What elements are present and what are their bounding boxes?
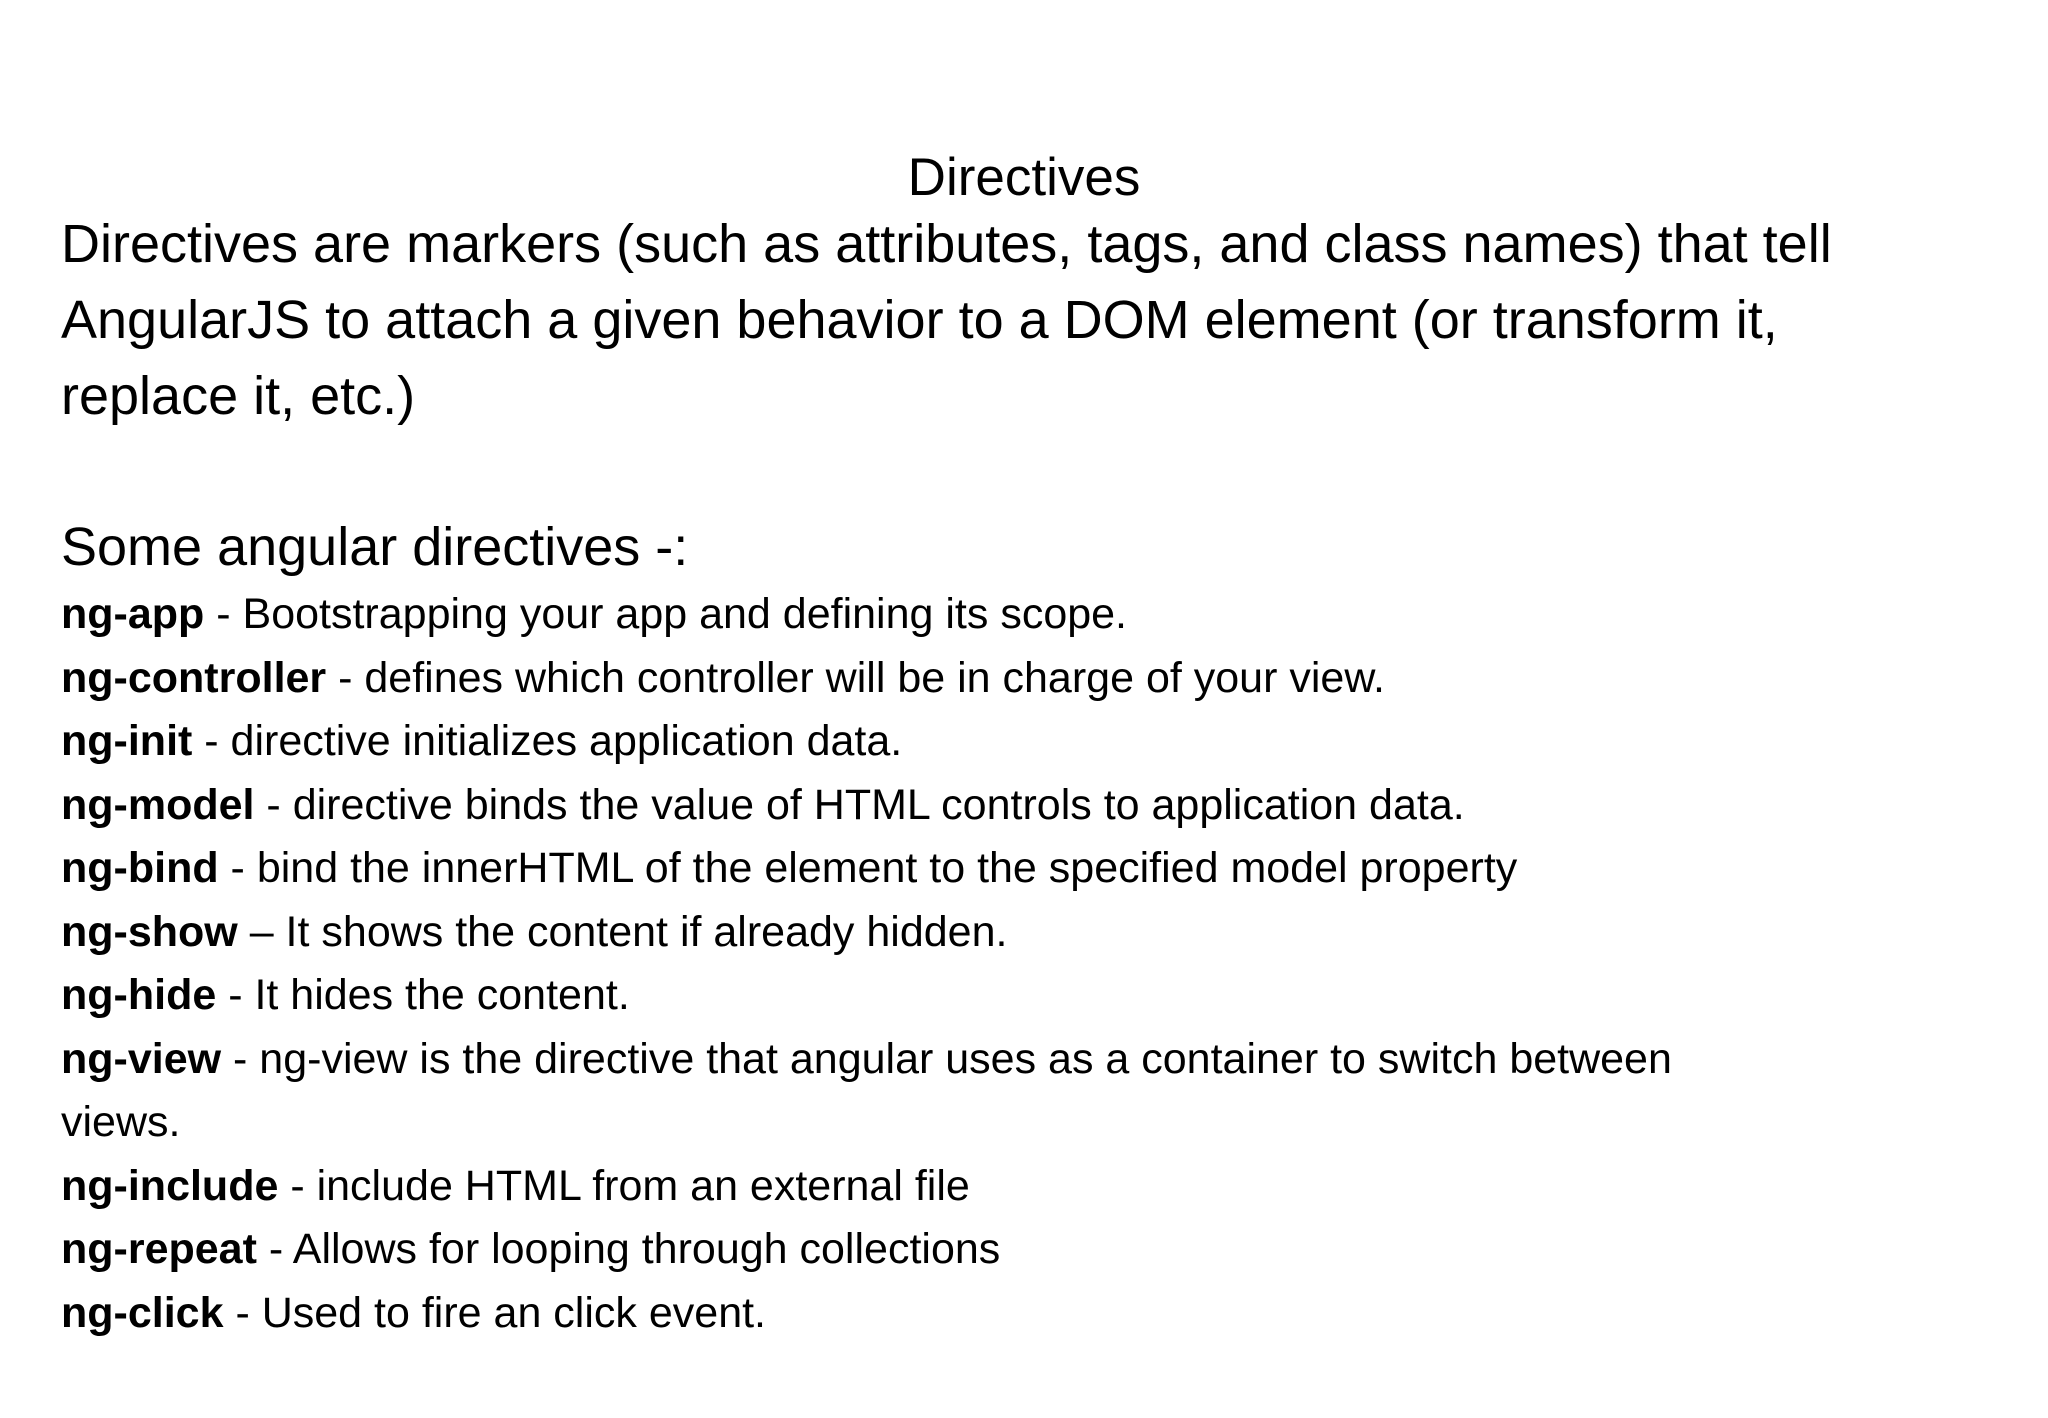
list-item <box>61 774 2021 838</box>
directive-description: - ng-view is the directive that angular uses as a container to switch between <box>221 1034 1672 1083</box>
directive-description: - Bootstrapping your app and defining its scope. <box>204 590 1128 638</box>
directive-term: ng-click <box>61 1288 224 1337</box>
list-item <box>61 647 2021 711</box>
list-item <box>61 583 2021 647</box>
directive-term: ng-view <box>61 1034 222 1083</box>
list-item <box>61 1028 2021 1092</box>
directive-description: - Used to fire an click event. <box>223 1288 766 1337</box>
list-item <box>61 1282 2021 1346</box>
intro-line: AngularJS to attach a given behavior to a DOM element (or transform it, <box>61 290 1778 350</box>
directive-description: - include HTML from an external file <box>278 1161 970 1210</box>
directive-term: ng-init <box>61 717 193 765</box>
intro-paragraph <box>61 206 2021 434</box>
directive-description: - directive initializes application data. <box>192 717 903 765</box>
directives-subheading: Some angular directives -: <box>61 517 689 577</box>
directive-term: ng-controller <box>61 653 327 702</box>
list-item-continuation <box>61 1091 2021 1155</box>
list-item <box>61 837 2021 901</box>
directive-term: ng-bind <box>61 844 219 892</box>
directive-term: ng-include <box>61 1161 279 1210</box>
directive-term: ng-hide <box>61 971 217 1019</box>
directive-term: ng-model <box>61 780 255 829</box>
list-item <box>61 710 2021 774</box>
directives-list <box>61 583 2021 1345</box>
directive-term: ng-show <box>61 907 238 956</box>
directive-description: - directive binds the value of HTML controls to application data. <box>254 780 1465 829</box>
directive-description: - defines which controller will be in charge of your view. <box>326 653 1385 702</box>
list-item <box>61 1218 2021 1282</box>
directive-description: - It hides the content. <box>216 971 630 1019</box>
directive-description: - Allows for looping through collections <box>256 1225 1001 1273</box>
intro-line: replace it, etc.) <box>61 366 416 426</box>
slide-title: Directives <box>907 148 1141 207</box>
intro-line: Directives are markers (such as attributes, tags, and class names) that tell <box>61 214 1832 274</box>
directive-term: ng-app <box>61 590 205 638</box>
directive-description: – It shows the content if already hidden. <box>237 907 1008 956</box>
list-item <box>61 901 2021 965</box>
list-item <box>61 1155 2021 1219</box>
directive-term: ng-repeat <box>61 1225 257 1273</box>
directive-description: - bind the innerHTML of the element to the specified model property <box>218 844 1518 892</box>
list-item <box>61 964 2021 1028</box>
directive-description: views. <box>61 1098 181 1146</box>
